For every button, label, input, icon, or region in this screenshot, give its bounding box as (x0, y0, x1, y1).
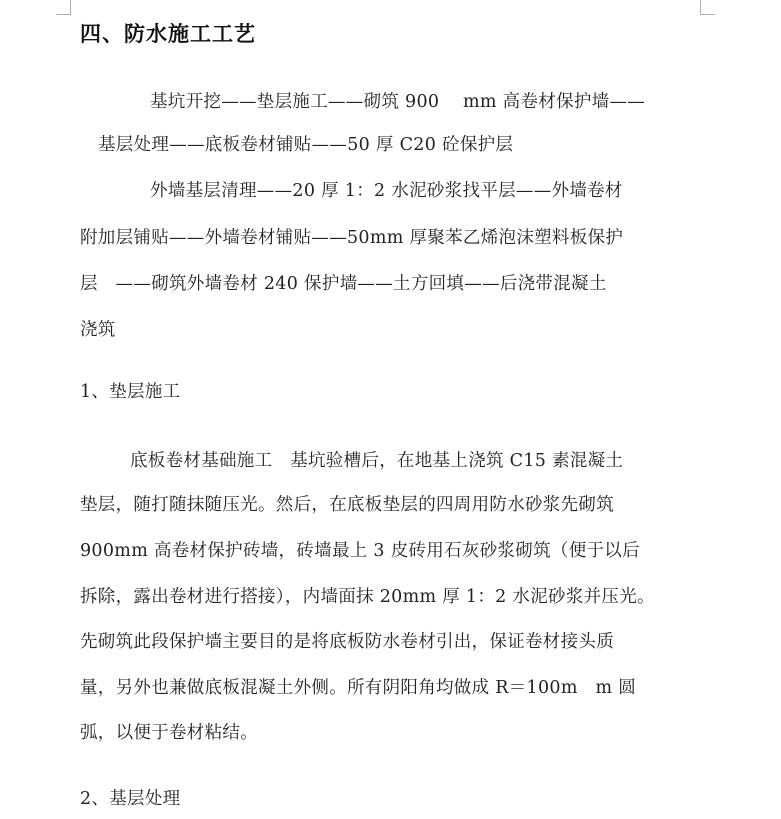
margin-corner-mark-right (700, 0, 715, 15)
para1-line-2: 垫层，随打随抹随压光。然后，在底板垫层的四周用防水砂浆先砌筑 (80, 495, 614, 515)
subsection-heading-1: 1、垫层施工 (80, 382, 181, 402)
flow1-line-1: 基坑开挖——垫层施工——砌筑 900 mm 高卷材保护墙—— (150, 92, 646, 112)
flow1-line-2: 基层处理——底板卷材铺贴——50 厚 C20 砼保护层 (98, 135, 514, 155)
para1-line-7: 弧，以便于卷材粘结。 (80, 723, 258, 743)
margin-corner-mark-left (56, 0, 71, 15)
para1-line-5: 先砌筑此段保护墙主要目的是将底板防水卷材引出，保证卷材接头质 (80, 632, 614, 652)
section-heading: 四、防水施工工艺 (80, 22, 256, 46)
para1-line-3: 900mm 高卷材保护砖墙，砖墙最上 3 皮砖用石灰砂浆砌筑（便于以后 (80, 541, 640, 561)
subsection-heading-2: 2、基层处理 (80, 789, 181, 809)
flow2-line-4: 浇筑 (80, 320, 116, 340)
para1-line-4: 拆除，露出卷材进行搭接），内墙面抹 20mm 厚 1：2 水泥砂浆并压光。 (80, 587, 655, 607)
flow2-line-2: 附加层铺贴——外墙卷材铺贴——50mm 厚聚苯乙烯泡沫塑料板保护 (80, 228, 624, 248)
flow2-line-1: 外墙基层清理——20 厚 1：2 水泥砂浆找平层——外墙卷材 (150, 181, 623, 201)
para1-line-6: 量，另外也兼做底板混凝土外侧。所有阴阳角均做成 R＝100m m 圆 (80, 678, 637, 698)
flow2-line-3: 层 ——砌筑外墙卷材 240 保护墙——土方回填——后浇带混凝土 (80, 274, 607, 294)
para1-line-1: 底板卷材基础施工 基坑验槽后，在地基上浇筑 C15 素混凝土 (130, 451, 624, 471)
